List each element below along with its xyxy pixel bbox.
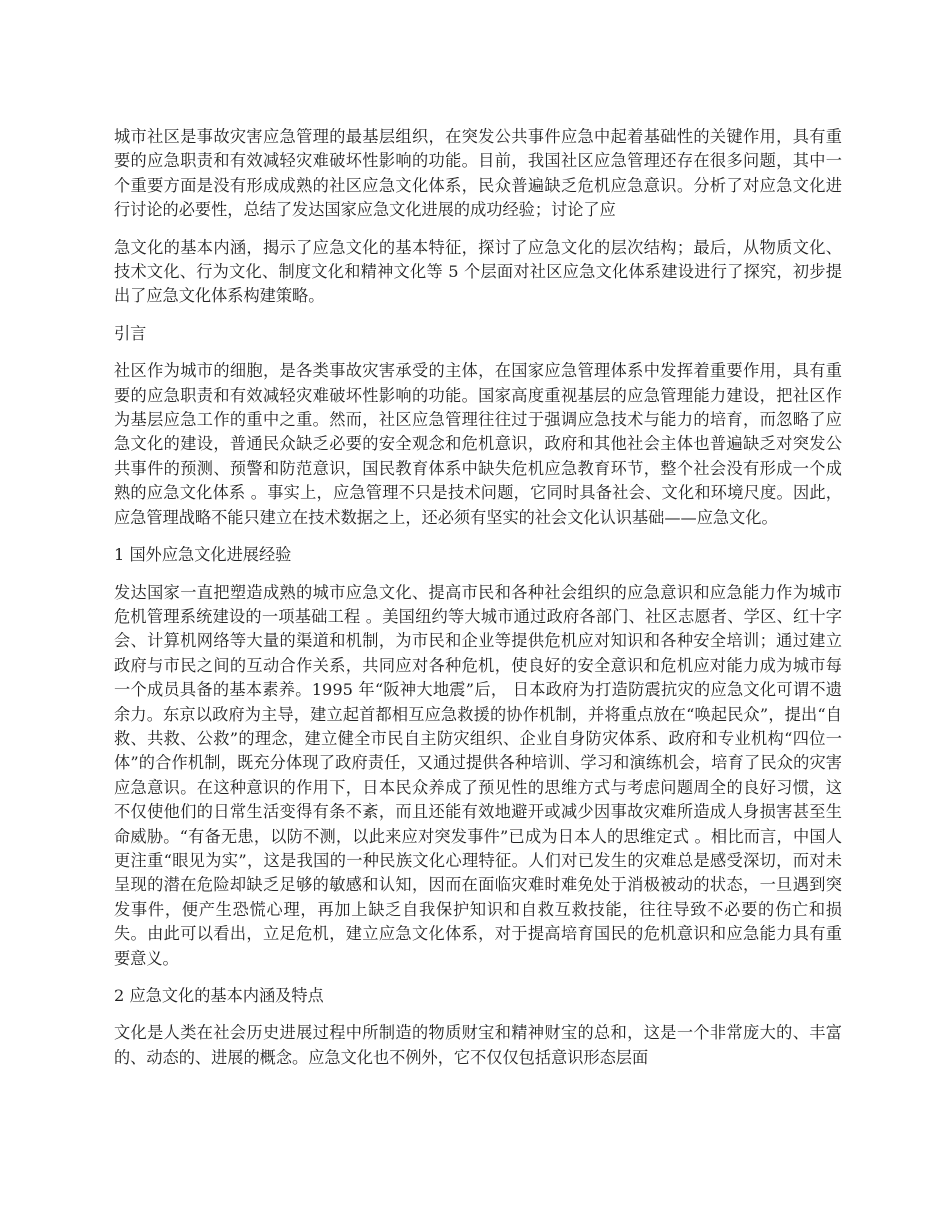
introduction-paragraph: 社区作为城市的细胞，是各类事故灾害承受的主体，在国家应急管理体系中发挥着重要作用，具有重要的应急职责和有效减轻灾难破坏性影响的功能。国家高度重视基层的应急管理能力建设，把社区作为基层应急工作的重中之重。然而，社区应急管理往往过于强调应急技术与能力的培育，而忽略了应急文化的建设，普通民众缺乏必要的安全观念和危机意识，政府和其他社会主体也普遍缺乏对突发公共事件的预测、预警和防范意识，国民教育体系中缺失危机应急教育环节，整个社会没有形成一个成熟的应急文化体系 。事实上，应急管理不只是技术问题，它同时具备社会、文化和环境尺度。因此，应急管理战略不能只建立在技术数据之上，还必须有坚实的社会文化认识基础——应急文化。 [114, 361, 842, 527]
abstract-paragraph-2: 急文化的基本内涵，揭示了应急文化的基本特征，探讨了应急文化的层次结构；最后，从物质文化、技术文化、行为文化、制度文化和精神文化等 5 个层面对社区应急文化体系建设进行了探究，初步提出了应急文化体系构建策略。 [114, 237, 842, 306]
document-page [114, 125, 842, 1083]
section-heading-introduction: 引言 [114, 323, 147, 343]
section-heading-1: 1 国外应急文化进展经验 [114, 545, 292, 565]
section-heading-2: 2 应急文化的基本内涵及特点 [114, 986, 324, 1005]
section-2-paragraph: 文化是人类在社会历史进展过程中所制造的物质财宝和精神财宝的总和，这是一个非常庞大的、丰富的、动态的、进展的概念。应急文化也不例外，它不仅仅包括意识形态层面 [114, 1023, 842, 1067]
abstract-paragraph-1: 城市社区是事故灾害应急管理的最基层组织，在突发公共事件应急中起着基础性的关键作用，具有重要的应急职责和有效减轻灾难破坏性影响的功能。目前，我国社区应急管理还存在很多问题，其中一个重要方面是没有形成成熟的社区应急文化体系，民众普遍缺乏危机应急意识。分析了对应急文化进行讨论的必要性，总结了发达国家应急文化进展的成功经验；讨论了应 [114, 127, 842, 220]
section-1-paragraph: 发达国家一直把塑造成熟的城市应急文化、提高市民和各种社会组织的应急意识和应急能力作为城市危机管理系统建设的一项基础工程 。美国纽约等大城市通过政府各部门、社区志愿者、学区、红十字会、计算机网络等大量的渠道和机制，为市民和企业等提供危机应对知识和各种安全培训；通过建立政府与市民之间的互动合作关系，共同应对各种危机，使良好的安全意识和危机应对能力成为城市每一个成员具备的基本素养。1995 年“阪神大地震”后， 日本政府为打造防震抗灾的应急文化可谓不遗余力。东京以政府为主导，建立起首都相互应急救援的协作机制，并将重点放在“唤起民众”，提出“自救、共救、公救”的理念，建立健全市民自主防灾组织、企业自身防灾体系、政府和专业机构“四位一体”的合作机制，既充分体现了政府责任，又通过提供各种培训、学习和演练机会，培育了民众的灾害应急意识。在这种意识的作用下，日本民众养成了预见性的思维方式与考虑问题周全的良好习惯，这不仅使他们的日常生活变得有条不紊，而且还能有效地避开或减少因事故灾难所造成人身损害甚至生命威胁。“有备无患，以防不测，以此来应对突发事件”已成为日本人的思维定式 。相比而言，中国人更注重“眼见为实”，这是我国的一种民族文化心理特征。人们对已发生的灾难总是感受深切，而对未呈现的潜在危险却缺乏足够的敏感和认知，因而在面临灾难时难免处于消极被动的状态，一旦遇到突发事件，便产生恐慌心理，再加上缺乏自我保护知识和自救互救技能，往往导致不必要的伤亡和损失。由此可以看出，立足危机，建立应急文化体系，对于提高培育国民的危机意识和应急能力具有重要意义。 [114, 582, 842, 968]
